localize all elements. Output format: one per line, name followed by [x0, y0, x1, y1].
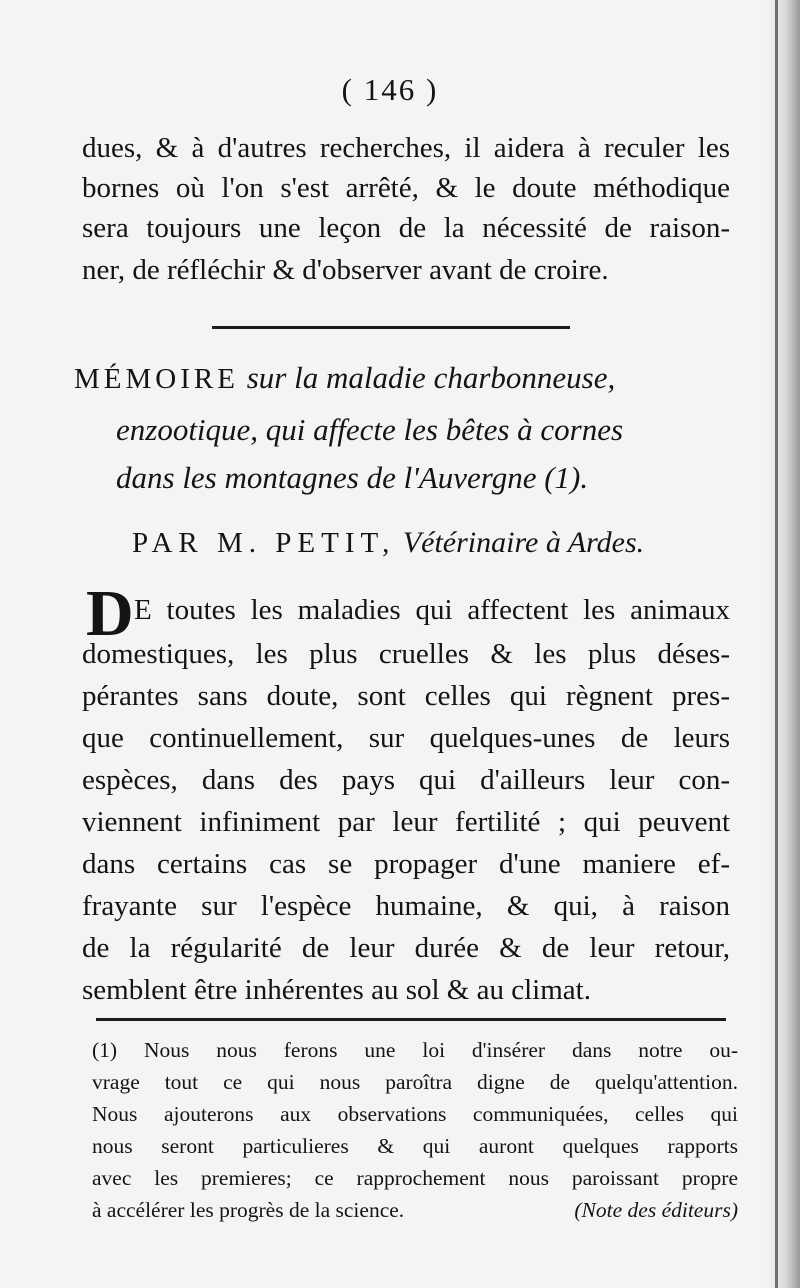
page-edge-shadow	[766, 0, 800, 1288]
text-line: viennent infiniment par leur fertilité ; qui peuvent	[82, 806, 730, 838]
footnote-line: vrage tout ce qui nous paroîtra digne de quelqu'attention.	[92, 1070, 738, 1094]
editors-note: (Note des éditeurs)	[574, 1198, 738, 1222]
text-line: E toutes les maladies qui affectent les animaux	[134, 594, 730, 626]
footnote-line: nous seront particulieres & qui auront quelques rapports	[92, 1134, 738, 1158]
text-line: espèces, dans des pays qui d'ailleurs leur con-	[82, 764, 730, 796]
memoir-title-caps: MÉMOIRE	[74, 363, 239, 395]
text-line: ner, de réfléchir & d'observer avant de croire.	[82, 254, 609, 286]
text-line: dues, & à d'autres recherches, il aidera à reculer les	[82, 132, 730, 164]
text-line: domestiques, les plus cruelles & les plus déses-	[82, 638, 730, 670]
text-line: pérantes sans doute, sont celles qui règnent pres-	[82, 680, 730, 712]
memoir-title-italic: sur la maladie charbonneuse,	[246, 360, 616, 395]
footnote-line: avec les premieres; ce rapprochement nous paroissant propre	[92, 1166, 738, 1190]
text-line: de la régularité de leur durée & de leur retour,	[82, 932, 730, 964]
author-byline	[132, 526, 644, 560]
footnote-line: (1) Nous nous ferons une loi d'insérer dans notre ou-	[92, 1038, 738, 1062]
author-name: PAR M. PETIT,	[132, 527, 396, 559]
text-line: que continuellement, sur quelques-unes de leurs	[82, 722, 730, 754]
drop-cap: D	[86, 577, 134, 650]
text-line: bornes où l'on s'est arrêté, & le doute méthodique	[82, 172, 730, 204]
memoir-title-line-2	[116, 408, 623, 452]
footnote-line: Nous ajouterons aux observations communiquées, celles qui	[92, 1102, 738, 1126]
footnote-divider	[96, 1018, 726, 1021]
author-title: Vétérinaire à Ardes.	[402, 526, 645, 559]
memoir-title-text: dans les montagnes de l'Auvergne (1).	[116, 460, 589, 495]
footnote-last-line	[92, 1196, 738, 1225]
memoir-title-line-1	[74, 356, 615, 401]
text-line: semblent être inhérentes au sol & au climat.	[82, 974, 591, 1006]
section-divider	[212, 326, 570, 329]
memoir-title-line-3	[116, 456, 588, 500]
text-line: sera toujours une leçon de la nécessité de raison-	[82, 212, 730, 244]
page-binding-edge	[775, 0, 778, 1288]
page-number: ( 146 )	[341, 72, 439, 107]
text-line: dans certains cas se propager d'une maniere ef-	[82, 848, 730, 880]
footnote-text: à accélérer les progrès de la science.	[92, 1198, 405, 1222]
memoir-title-text: enzootique, qui affecte les bêtes à cornes	[116, 412, 624, 447]
text-line: frayante sur l'espèce humaine, & qui, à raison	[82, 890, 730, 922]
